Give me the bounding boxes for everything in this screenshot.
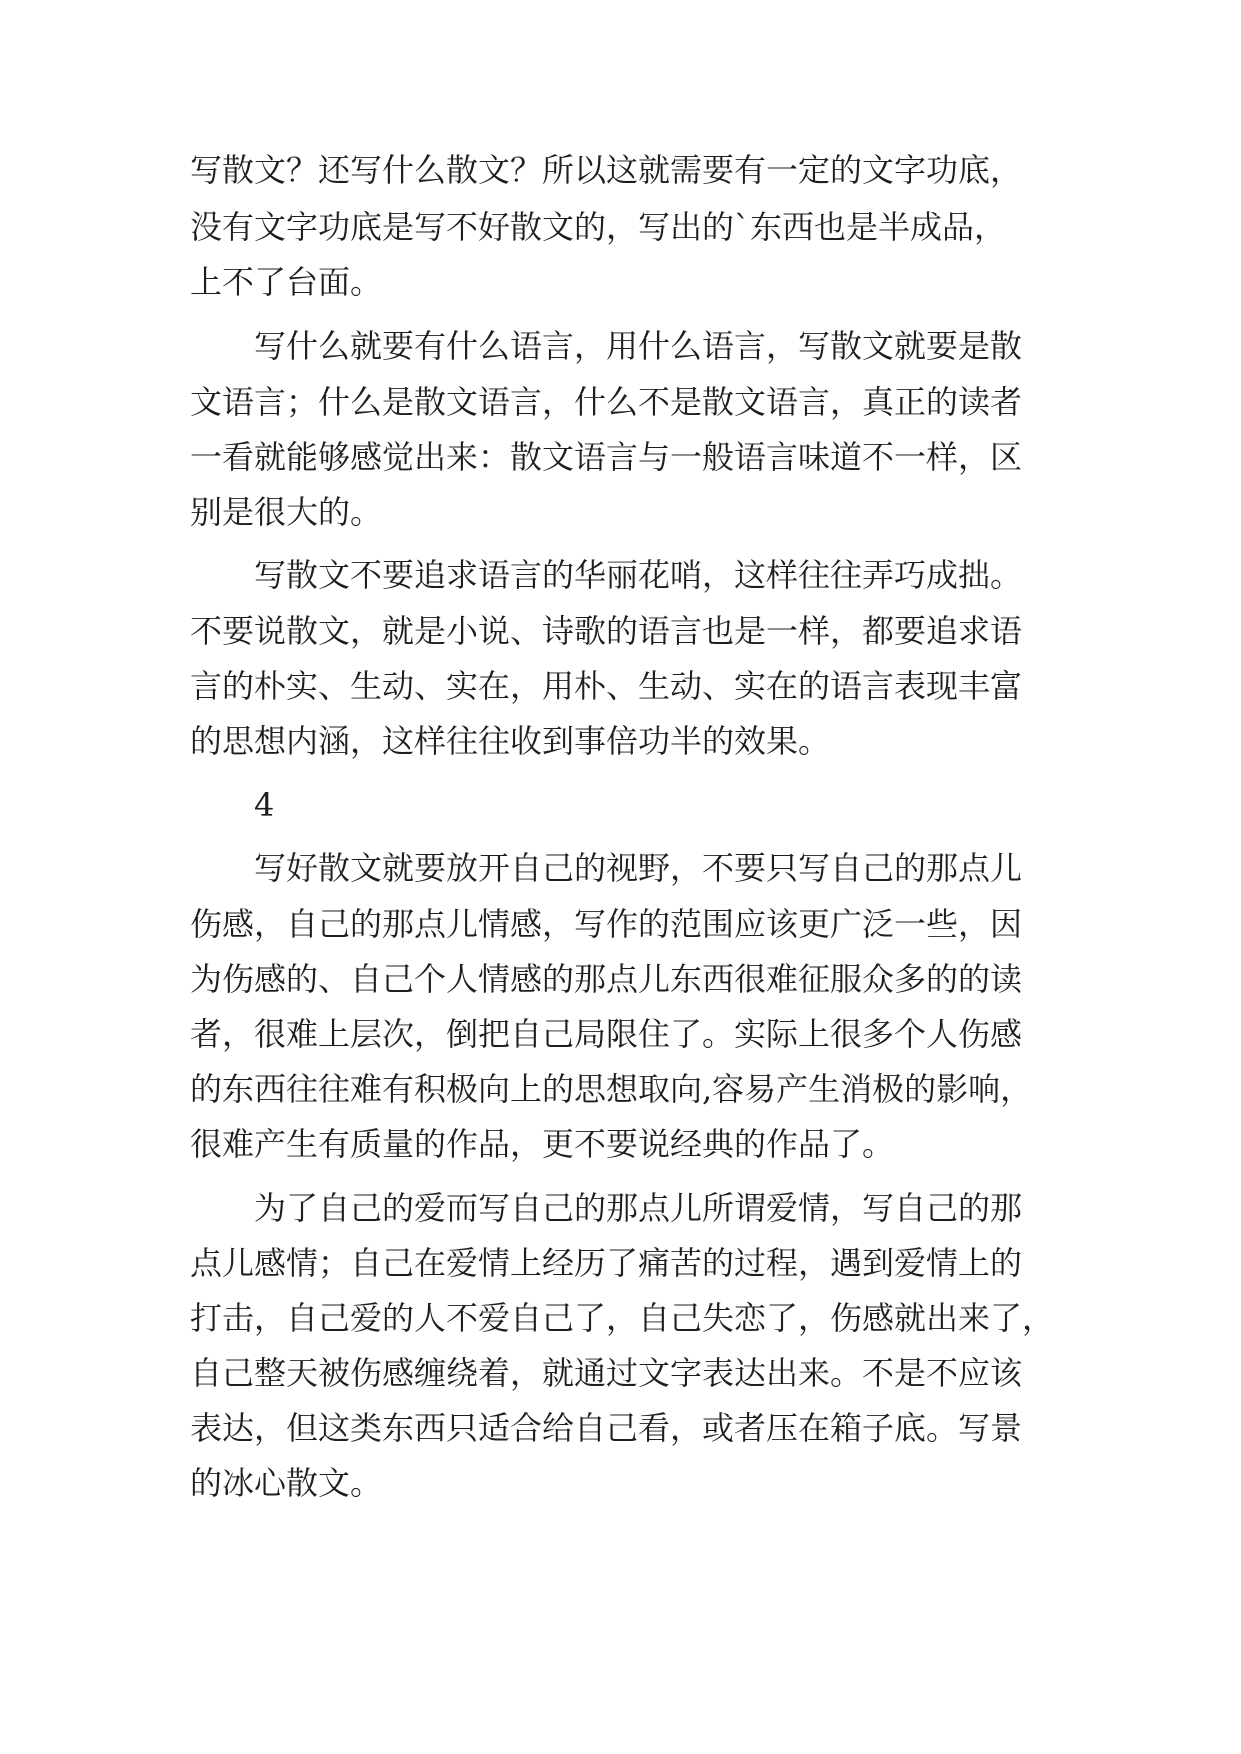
text-line: 没有文字功底是写不好散文的，写出的`东西也是半成品，	[190, 208, 1007, 246]
text-line: 写散文？还写什么散文？所以这就需要有一定的文字功底，	[190, 151, 1023, 189]
text-line: 一看就能够感觉出来：散文语言与一般语言味道不一样，区	[190, 438, 1023, 476]
text-line: 表达，但这类东西只适合给自己看，或者压在箱子底。写景	[190, 1409, 1023, 1447]
text-line: 者，很难上层次，倒把自己局限住了。实际上很多个人伤感	[190, 1015, 1023, 1053]
paragraph-first-line: 写什么就要有什么语言，用什么语言，写散文就要是散	[254, 327, 1023, 365]
text-line: 言的朴实、生动、实在，用朴、生动、实在的语言表现丰富	[190, 667, 1023, 705]
text-line: 的东西往往难有积极向上的思想取向,容易产生消极的影响，	[190, 1070, 1033, 1108]
text-line: 为伤感的、自己个人情感的那点儿东西很难征服众多的的读	[190, 960, 1023, 998]
text-line: 打击，自己爱的人不爱自己了，自己失恋了，伤感就出来了，	[190, 1299, 1055, 1337]
text-line: 上不了台面。	[190, 263, 383, 301]
text-line: 伤感，自己的那点儿情感，写作的范围应该更广泛一些，因	[190, 905, 1023, 943]
paragraph-first-line: 写好散文就要放开自己的视野，不要只写自己的那点儿	[254, 849, 1023, 887]
text-line: 的冰心散文。	[190, 1464, 383, 1502]
paragraph-first-line: 为了自己的爱而写自己的那点儿所谓爱情，写自己的那	[254, 1189, 1023, 1227]
text-line: 自己整天被伤感缠绕着，就通过文字表达出来。不是不应该	[190, 1354, 1023, 1392]
text-line: 很难产生有质量的作品，更不要说经典的作品了。	[190, 1125, 895, 1163]
section-number: 4	[254, 786, 275, 824]
text-line: 点儿感情；自己在爱情上经历了痛苦的过程，遇到爱情上的	[190, 1244, 1023, 1282]
text-line: 别是很大的。	[190, 493, 383, 531]
paragraph-first-line: 写散文不要追求语言的华丽花哨，这样往往弄巧成拙。	[254, 556, 1023, 594]
text-line: 不要说散文，就是小说、诗歌的语言也是一样，都要追求语	[190, 612, 1023, 650]
text-line: 文语言；什么是散文语言，什么不是散文语言，真正的读者	[190, 383, 1023, 421]
text-line: 的思想内涵，这样往往收到事倍功半的效果。	[190, 722, 831, 760]
